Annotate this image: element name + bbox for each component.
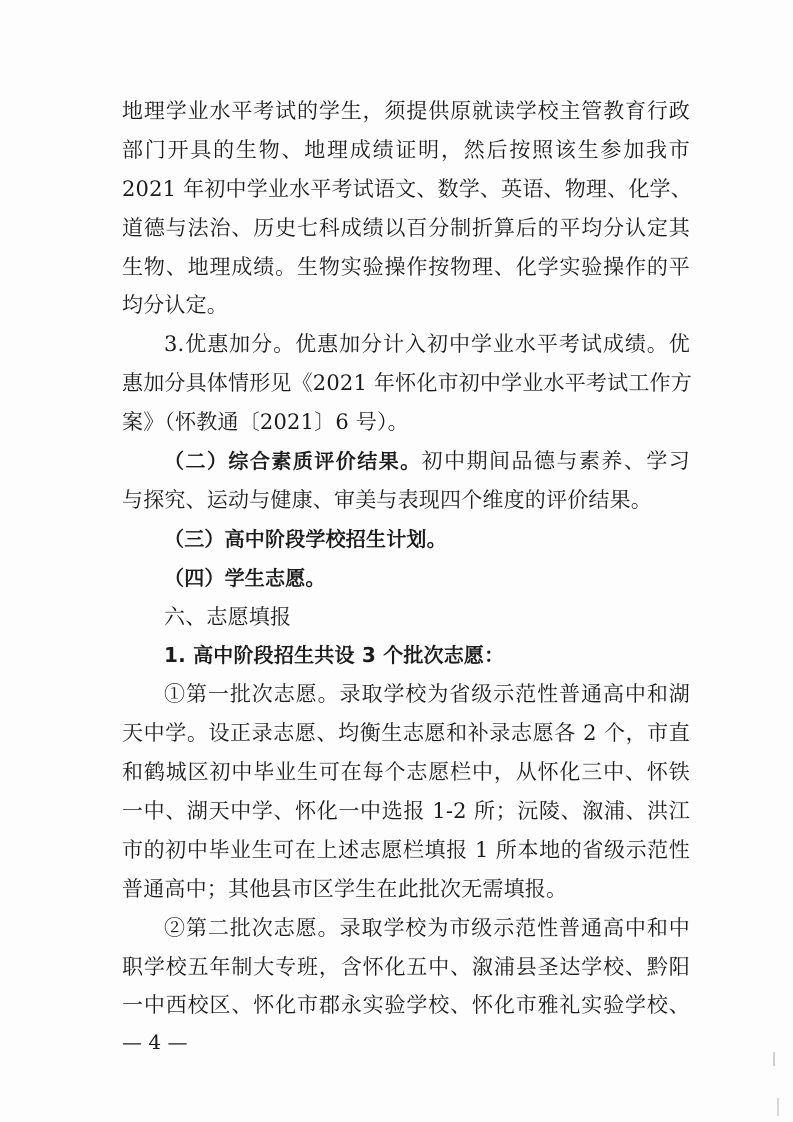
section-heading: （二）综合素质评价结果。 bbox=[164, 449, 422, 474]
text-line: 案》（怀教通〔2021〕6 号）。 bbox=[122, 410, 409, 435]
text-line: 一中、湖天中学、怀化一中选报 1-2 所；沅陵、溆浦、洪江 bbox=[122, 799, 690, 824]
text-line: 市的初中毕业生可在上述志愿栏填报 1 所本地的省级示范性 bbox=[122, 837, 690, 862]
scan-artifact bbox=[777, 1098, 779, 1116]
section-text: 初中期间品德与素养、学习 bbox=[421, 449, 690, 474]
text-line: 与探究、运动与健康、审美与表现四个维度的评价结果。 bbox=[122, 487, 652, 512]
text-line: 天中学。设正录志愿、均衡生志愿和补录志愿各 2 个，市直 bbox=[122, 721, 690, 746]
section-heading: （四）学生志愿。 bbox=[164, 565, 326, 590]
text-line: 均分认定。 bbox=[122, 293, 228, 318]
document-body bbox=[122, 92, 690, 1025]
text-line: 2021 年初中学业水平考试语文、数学、英语、物理、化学、 bbox=[122, 176, 692, 201]
chapter-heading: 六、志愿填报 bbox=[164, 604, 292, 629]
section-heading: （三）高中阶段学校招生计划。 bbox=[164, 526, 447, 551]
paragraph-line bbox=[122, 442, 690, 481]
text-line: 地理学业水平考试的学生，须提供原就读学校主管教育行政 bbox=[122, 99, 690, 123]
text-line: 一中西校区、怀化市郡永实验学校、怀化市雅礼实验学校、 bbox=[122, 993, 690, 1018]
paragraph-line: ①第一批次志愿。录取学校为省级示范性普通高中和湖 bbox=[164, 682, 690, 707]
text-line: 职学校五年制大专班，含怀化五中、溆浦县圣达学校、黔阳 bbox=[122, 954, 690, 979]
text-line: 和鹤城区初中毕业生可在每个志愿栏中，从怀化三中、怀铁 bbox=[122, 760, 690, 785]
text-line: 部门开具的生物、地理成绩证明，然后按照该生参加我市 bbox=[122, 137, 690, 162]
text-line: 生物、地理成绩。生物实验操作按物理、化学实验操作的平 bbox=[122, 254, 690, 279]
scan-artifact bbox=[773, 1052, 775, 1066]
text-line: 普通高中；其他县市区学生在此批次无需填报。 bbox=[122, 876, 568, 901]
text-line: 惠加分具体情形见《2021 年怀化市初中学业水平考试工作方 bbox=[122, 371, 692, 396]
text-line: 道德与法治、历史七科成绩以百分制折算后的平均分认定其 bbox=[122, 215, 690, 240]
subsection-heading: 1. 高中阶段招生共设 3 个批次志愿： bbox=[164, 643, 505, 668]
paragraph-line: 3.优惠加分。优惠加分计入初中学业水平考试成绩。优 bbox=[164, 332, 690, 357]
page-number: — 4 — bbox=[122, 1030, 188, 1054]
paragraph-line: ②第二批次志愿。录取学校为市级示范性普通高中和中 bbox=[164, 915, 690, 940]
